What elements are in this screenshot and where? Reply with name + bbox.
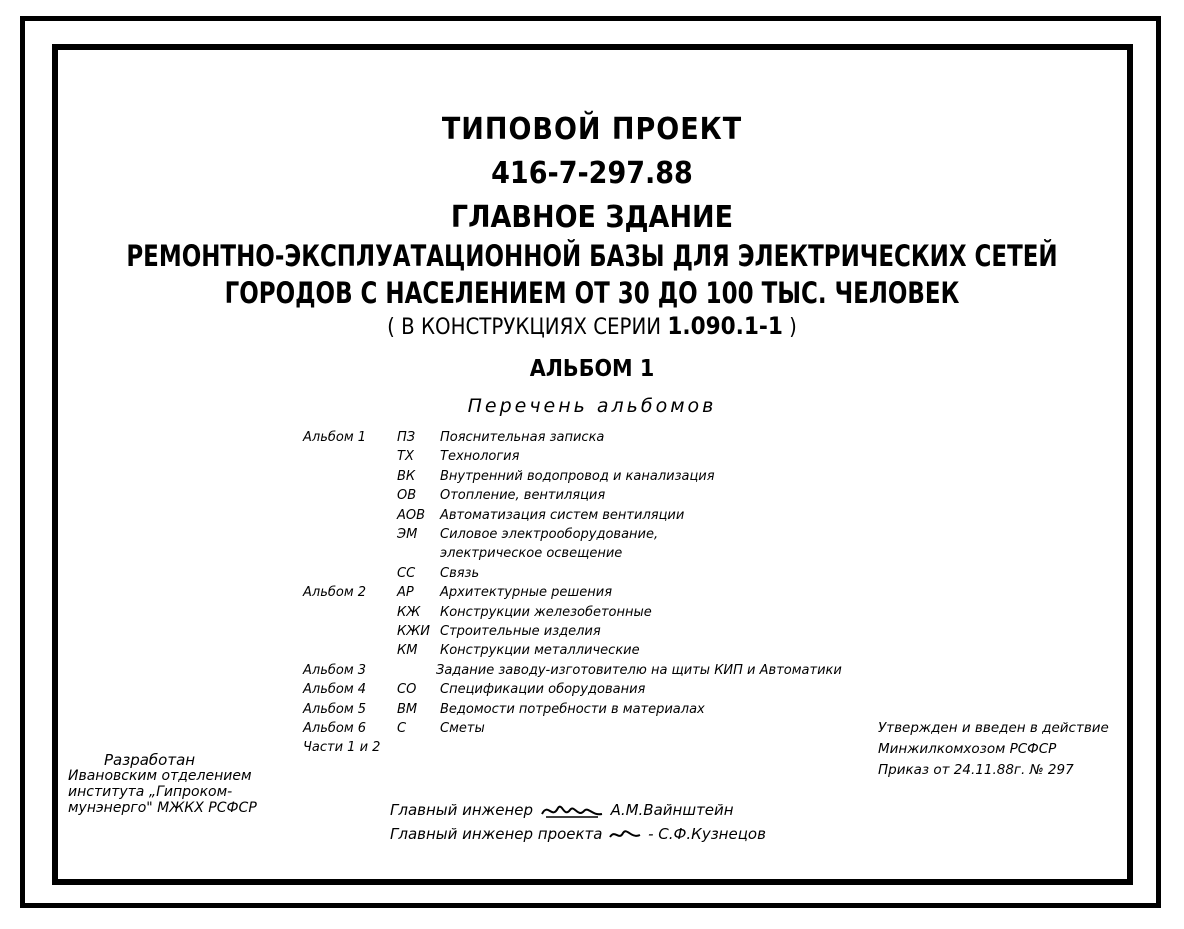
album-number: АЛЬБОМ 1 [529,356,655,382]
album-list-album: Альбом 2 [303,585,367,601]
doc-title-type: ТИПОВОЙ ПРОЕКТ [441,112,743,147]
series-prefix: ( В КОНСТРУКЦИЯХ СЕРИИ [387,315,662,340]
album-list-name: Конструкции металлические [440,643,640,659]
album-list-code: ТХ [397,449,414,465]
chief-engineer-name: А.М.Вайнштейн [610,801,734,819]
chief-engineer-row [390,798,766,822]
doc-series-line [0,312,1184,340]
project-engineer-label: Главный инженер проекта [390,825,603,843]
approval-line-2: Минжилкомхозом РСФСР [878,741,1057,757]
album-list-name: Силовое электрооборудование, [440,527,659,542]
developer-line-2: Ивановским отделением [68,768,252,784]
album-list-code: С [397,721,407,736]
developer-line-4: мунэнерго" МЖКХ РСФСР [68,800,257,816]
signature-scribble-icon [607,825,643,845]
signature-block [390,798,766,846]
album-list-name: Пояснительная записка [440,430,605,445]
album-list-code: ВМ [397,701,418,717]
album-list-code: СО [397,682,417,698]
album-list-album: Альбом 6 [303,721,367,736]
album-list-album: Альбом 5 [303,701,367,717]
album-list-code: КЖИ [397,624,430,639]
approval-line-3: Приказ от 24.11.88г. № 297 [878,762,1074,778]
album-list-code: ПЗ [397,430,416,445]
series-number: 1.090.1-1 [667,312,783,340]
album-list-name: Внутренний водопровод и канализация [440,468,715,484]
album-list-code: АР [397,585,414,601]
album-list-name: Отопление, вентиляция [440,488,606,504]
doc-project-number: 416-7-297.88 [491,156,693,191]
project-engineer-name: - С.Ф.Кузнецов [648,825,766,843]
list-heading: Перечень альбомов [467,395,717,417]
album-list-name: Архитектурные решения [440,585,613,601]
album-list-name: Связь [440,565,480,581]
album-list-code: АОВ [397,507,426,523]
album-list-name: Спецификации оборудования [440,682,646,698]
album-list-name: Задание заводу-изготовителю на щиты КИП и Автоматики [436,662,842,678]
developer-line-3: института „Гипроком- [68,784,233,800]
chief-engineer-label: Главный инженер [390,801,533,819]
approval-line-1: Утвержден и введен в действие [878,720,1109,736]
album-list-name: Автоматизация систем вентиляции [440,507,685,523]
album-list-name: Конструкции железобетонные [440,604,652,620]
album-list-code: ЭМ [397,527,418,542]
album-list-album: Части 1 и 2 [303,740,381,756]
doc-title-building: ГЛАВНОЕ ЗДАНИЕ [450,200,734,235]
album-list-name: Сметы [440,721,485,736]
album-list-album: Альбом 1 [303,430,367,445]
album-list-name: Технология [440,449,520,465]
album-list-name: Строительные изделия [440,624,601,639]
developer-heading: Разработан [104,751,196,769]
signature-scribble-icon [538,800,606,822]
project-engineer-row [390,822,766,846]
series-suffix: ) [789,315,797,340]
album-list-album: Альбом 4 [303,682,367,698]
album-list-code: ОВ [397,488,417,504]
album-list-code: СС [397,565,416,581]
album-list-name: Ведомости потребности в материалах [440,701,705,717]
album-list-code: ВК [397,468,416,484]
developer-block [68,752,257,816]
album-list-name: электрическое освещение [440,546,623,562]
approval-block [878,718,1109,781]
album-list-code: КЖ [397,604,421,620]
album-list-code: КМ [397,643,418,659]
album-list-album: Альбом 3 [303,662,367,678]
doc-title-base: РЕМОНТНО-ЭКСПЛУАТАЦИОННОЙ БАЗЫ ДЛЯ ЭЛЕКТРИЧЕСКИХ СЕТЕЙ [126,239,1058,273]
doc-title-cities: ГОРОДОВ С НАСЕЛЕНИЕМ ОТ 30 ДО 100 ТЫС. ЧЕЛОВЕК [224,276,960,310]
